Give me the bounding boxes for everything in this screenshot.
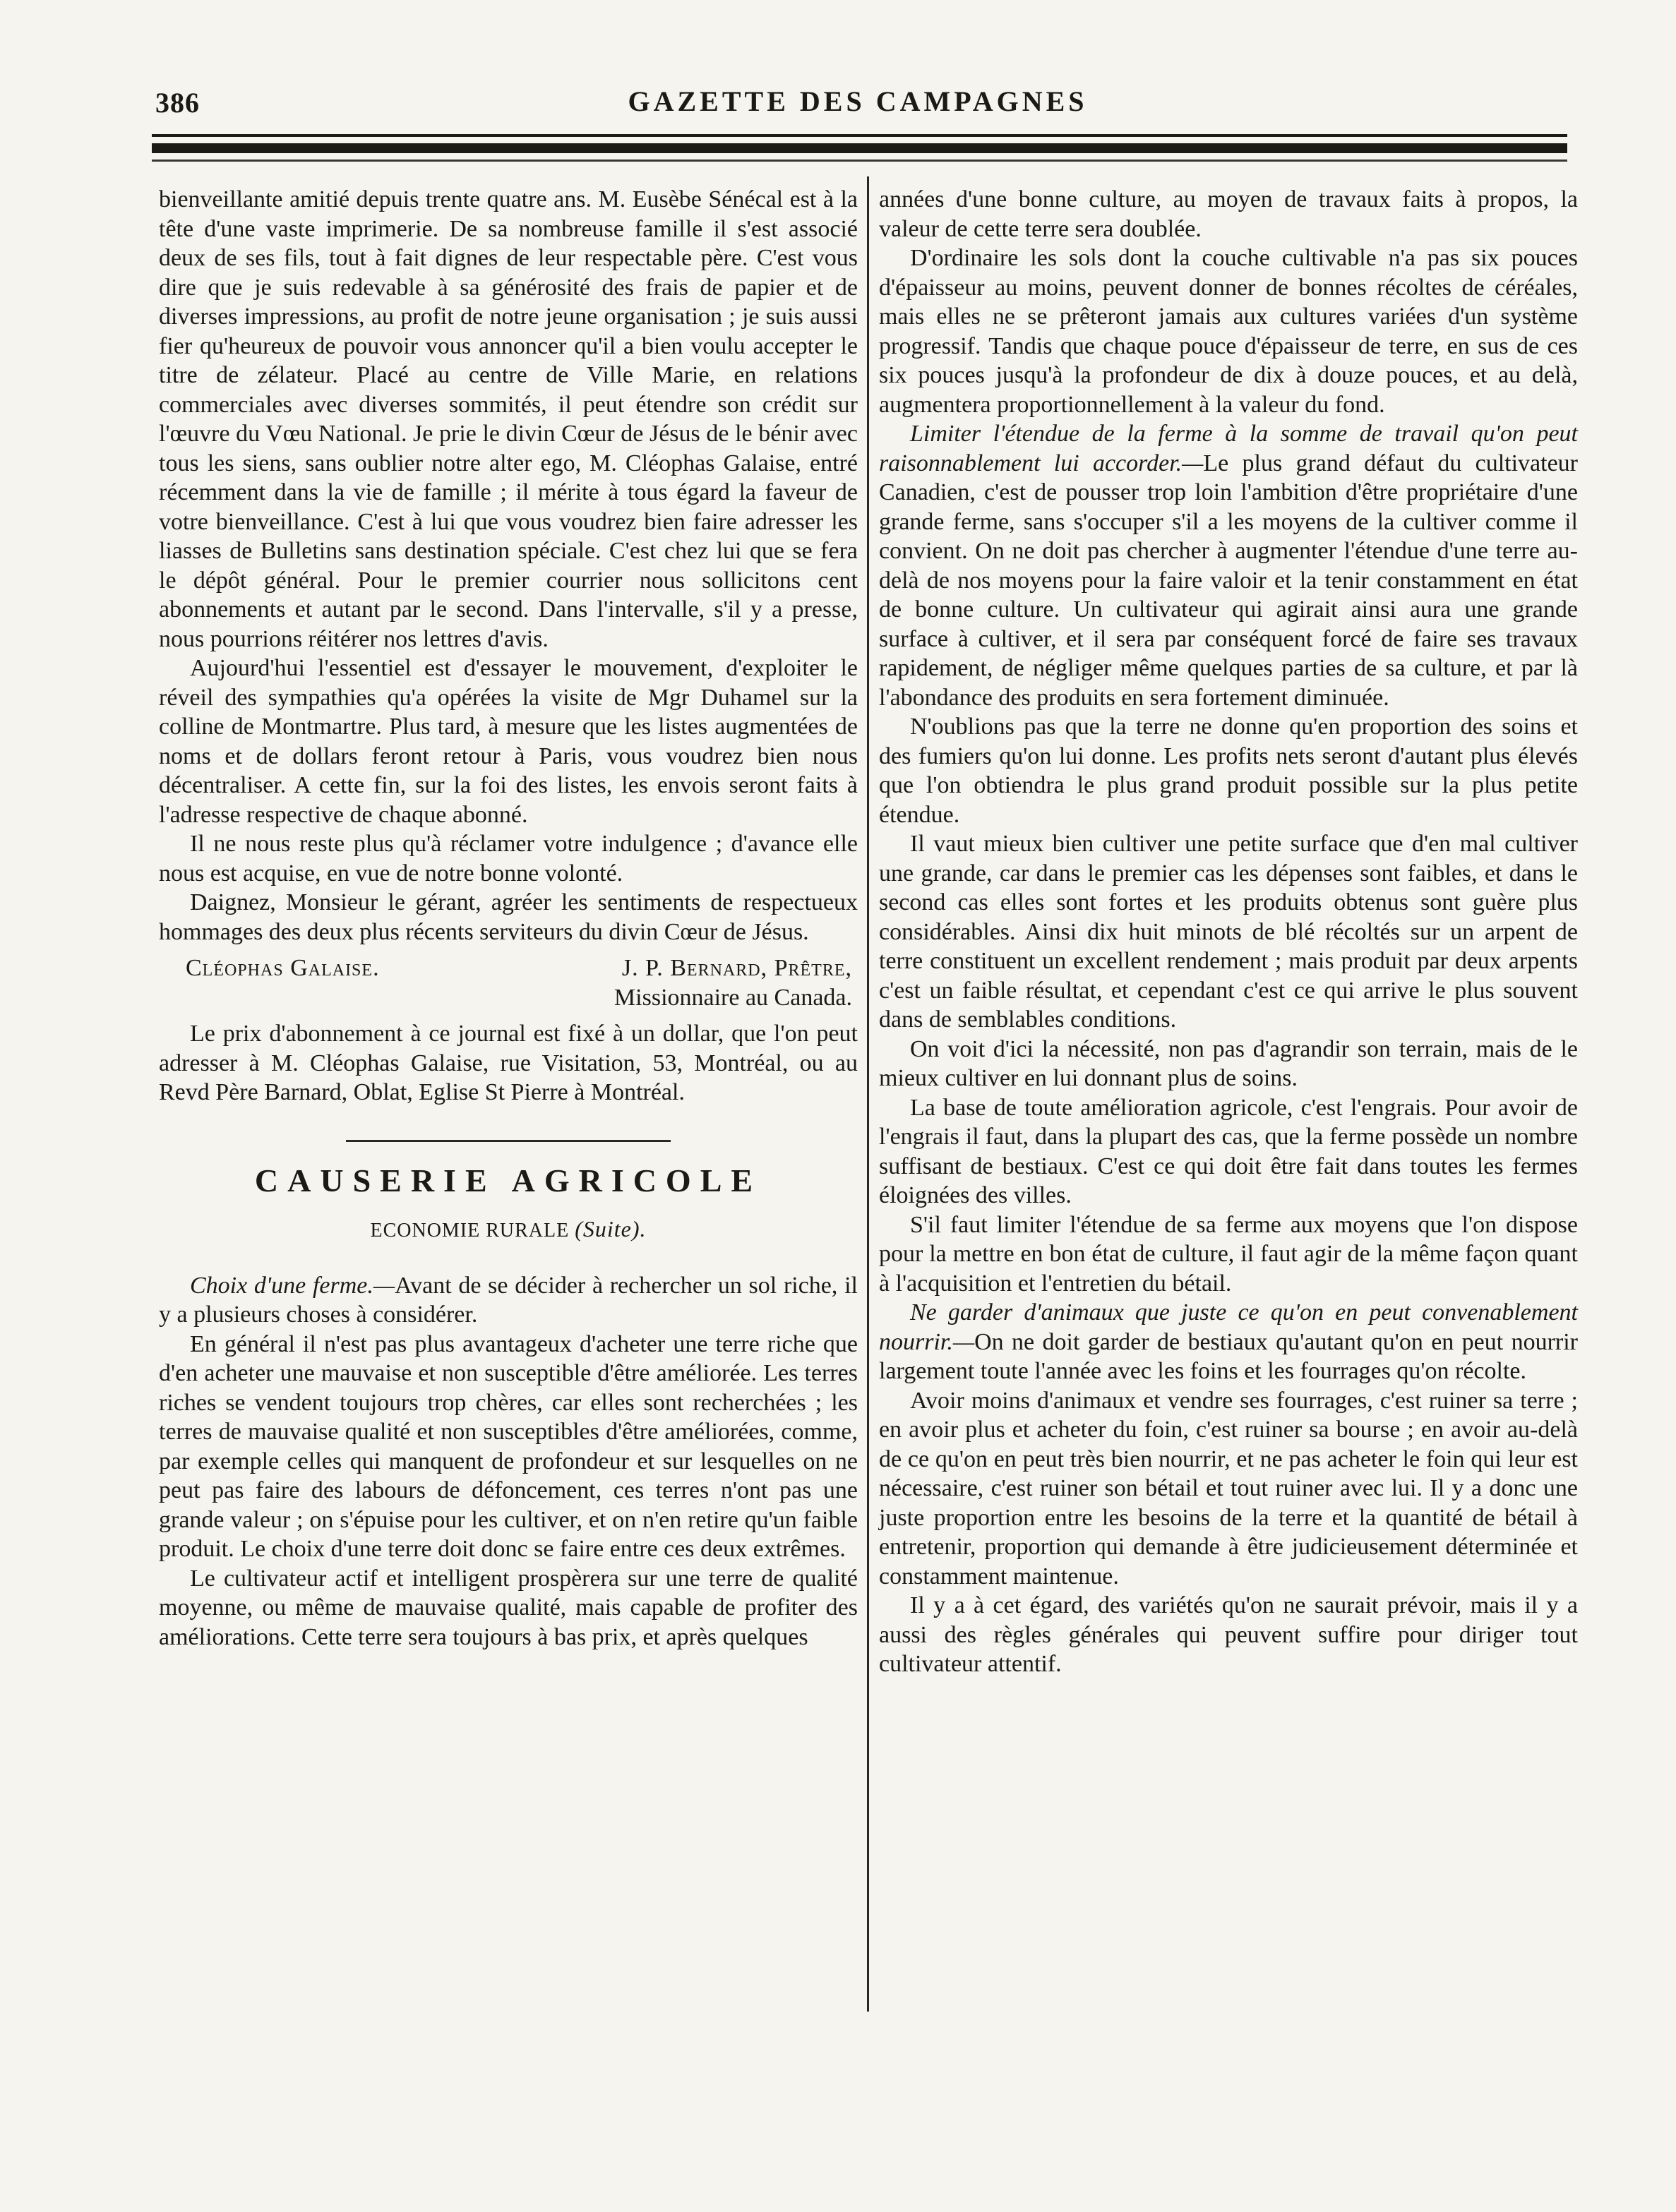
signature-title: Missionnaire au Canada. <box>613 984 852 1011</box>
letter-signatures <box>159 954 858 983</box>
section-separator <box>346 1140 671 1142</box>
article-paragraph-7: N'oublions pas que la terre ne donne qu'en proportion des soins et des fumiers qu'on lui donne. Les profits nets seront d'autant plus élevés que l'on obtiendra le plus grand produit possible sur la plus petite étendue. <box>879 714 1578 828</box>
header-rule-thin <box>152 134 1567 137</box>
article-paragraph-10: La base de toute amélioration agricole, c'est l'engrais. Pour avoir de l'engrais il faut, dans la plupart des cas, que la ferme possède un nombre suffisant de bestiaux. C'est ce qui doit être fait dans toutes les fermes éloignées des villes. <box>879 1094 1578 1208</box>
section-subtitle-suite: (Suite). <box>575 1216 647 1242</box>
signature-galaise: Cléophas Galaise. <box>186 955 380 981</box>
right-column <box>879 185 1578 1679</box>
article-paragraph-13: Avoir moins d'animaux et vendre ses fourrages, c'est ruiner sa terre ; en avoir plus et acheter du foin, c'est ruiner sa bourse ; en avoir au-delà de ce qu'on en peut très bien nourrir, et ne pas acheter le foin qui leur est nécessaire, c'est ruiner son bétail et tout ruiner avec lui. Il y a donc une juste proportion entre les besoins de la terre et la quantité de bétail à entretenir, proportion qui demande à être judicieusement déterminée et constamment maintenue. <box>879 1387 1578 1589</box>
page-header <box>155 78 1560 127</box>
article-text-limiter: Le plus grand défaut du cultivateur Canadien, c'est de pousser trop loin l'ambition d'être propriétaire d'une grande ferme, sans s'occuper s'il a les moyens de la cultiver comme il convient. On ne doit pas chercher à augmenter l'étendue d'une terre au-delà de nos moyens pour la faire valoir et la tenir constamment en état de bonne culture. Un cultivateur qui agirait ainsi aura une grande surface à cultiver, et il sera par conséquent forcé de faire ses travaux rapidement, de négliger même quelques parties de sa culture, et par là l'abondance des produits en sera fortement diminuée. <box>879 450 1579 711</box>
signature-bernard: J. P. Bernard, Prêtre, <box>621 955 852 981</box>
header-rule-bottom <box>152 160 1567 162</box>
article-paragraph-11: S'il faut limiter l'étendue de sa ferme aux moyens que l'on dispose pour la mettre en bon état de culture, il faut agir de la même façon quant à l'acquisition et l'entretien du bétail. <box>879 1211 1578 1297</box>
article-paragraph-8: Il vaut mieux bien cultiver une petite surface que d'en mal cultiver une grande, car dans le premier cas les dépenses sont faibles, et dans le second cas elles sont fortes et les produits obtenus sont guère plus considérables. Ainsi dix huit minots de blé récoltés sur un arpent de terre constituent un excellent rendement ; mais produit par deux arpents c'est un faible résultat, et cependant c'est ce qui arrive le plus souvent dans de semblables conditions. <box>879 831 1578 1033</box>
article-paragraph-4: années d'une bonne culture, au moyen de travaux faits à propos, la valeur de cette terre sera doublée. <box>879 186 1578 242</box>
section-subtitle-text: ECONOMIE RURALE <box>370 1220 570 1242</box>
letter-paragraph-1: bienveillante amitié depuis trente quatre ans. M. Eusèbe Sénécal est à la tête d'une vaste imprimerie. De sa nombreuse famille il s'est associé deux de ses fils, tout à fait dignes de leur respectable père. C'est vous dire que je suis redevable à sa générosité des frais de papier et de diverses impressions, au profit de notre jeune organisation ; je suis aussi fier qu'heureux de pouvoir vous annoncer qu'il a bien voulu accepter le titre de zélateur. Placé au centre de Ville Marie, en relations commerciales avec diverses sommités, il peut étendre son crédit sur l'œuvre du Vœu National. Je prie le divin Cœur de Jésus de le bénir avec tous les siens, sans oublier notre alter ego, M. Cléophas Galaise, entré récemment dans la vie de famille ; il mérite à tous égard la faveur de votre bienveillance. C'est à lui que vous voudrez bien faire adresser les liasses de Bulletins sans destination spéciale. C'est chez lui que se fera le dépôt général. Pour le premier courrier nous sollicitons cent abonnements et autant par le second. Dans l'intervalle, s'il y a presse, nous pourrions réitérer nos lettres d'avis. <box>159 186 858 652</box>
article-paragraph-5: D'ordinaire les sols dont la couche cultivable n'a pas six pouces d'épaisseur au moins, peuvent donner de bonnes récoltes de céréales, mais elles ne se prêteront jamais aux cultures variées d'un système progressif. Tandis que chaque pouce d'épaisseur de terre, en sus de ces six pouces jusqu'à la profondeur de dix à douze pouces, et au delà, augmentera proportionnellement à la valeur du fond. <box>879 245 1578 418</box>
article-text-choix: Avant de se décider à rechercher un sol riche, il y a plusieurs choses à considérer. <box>159 1272 858 1328</box>
article-text-garder: On ne doit garder de bestiaux qu'autant qu'on en peut nourrir largement toute l'année avec les foins et les fourrages qu'on récolte. <box>879 1328 1578 1384</box>
page-number: 386 <box>155 87 200 119</box>
article-heading-garder: Ne garder d'animaux que juste ce qu'on en peut convenablement nourrir.— <box>879 1299 1578 1355</box>
section-subtitle <box>159 1215 858 1246</box>
article-paragraph-14: Il y a à cet égard, des variétés qu'on ne saurait prévoir, mais il y a aussi des règles générales qui peuvent suffire pour diriger tout cultivateur attentif. <box>879 1592 1578 1677</box>
article-paragraph-garder <box>879 1298 1578 1386</box>
article-heading-choix: Choix d'une ferme.— <box>190 1272 395 1299</box>
article-paragraph-2: En général il n'est pas plus avantageux d'acheter une terre riche que d'en acheter une mauvaise et non susceptible d'être améliorée. Les terres riches se vendent toujours trop chères, car elles sont recherchées ; les terres de mauvaise qualité et non susceptibles d'être améliorées, comme, par exemple celles qui manquent de profondeur et sur lesquelles on ne peut pas faire des labours de défoncement, ces terres n'ont pas une grande valeur ; on s'épuise pour les cultiver, et on n'en retire qu'un faible produit. Le choix d'une terre doit donc se faire entre ces deux extrêmes. <box>159 1330 858 1562</box>
letter-paragraph-3: Il ne nous reste plus qu'à réclamer votre indulgence ; d'avance elle nous est acquise, en vue de notre bonne volonté. <box>159 831 858 886</box>
running-title: GAZETTE DES CAMPAGNES <box>628 85 1088 117</box>
article-paragraph-limiter <box>879 419 1578 712</box>
left-column <box>159 185 858 1652</box>
header-rule-thick <box>152 143 1567 153</box>
article-heading-limiter: Limiter l'étendue de la ferme à la somme de travail qu'on peut raisonnablement lui accorder.— <box>879 421 1578 476</box>
subscription-notice: Le prix d'abonnement à ce journal est fixé à un dollar, que l'on peut adresser à M. Cléophas Galaise, rue Visitation, 53, Montréal, ou au Revd Père Barnard, Oblat, Eglise St Pierre à Montréal. <box>159 1021 858 1105</box>
article-paragraph-choix <box>159 1271 858 1330</box>
column-divider <box>867 176 869 2012</box>
section-title: CAUSERIE AGRICOLE <box>254 1162 762 1198</box>
article-paragraph-9: On voit d'ici la nécessité, non pas d'agrandir son terrain, mais de le mieux cultiver en lui donnant plus de soins. <box>879 1035 1578 1091</box>
letter-paragraph-4: Daignez, Monsieur le gérant, agréer les sentiments de respectueux hommages des deux plus récents serviteurs du divin Cœur de Jésus. <box>159 889 858 945</box>
article-paragraph-3: Le cultivateur actif et intelligent prospèrera sur une terre de qualité moyenne, ou même de mauvaise qualité, mais capable de profiter des améliorations. Cette terre sera toujours à bas prix, et après quelques <box>159 1565 858 1650</box>
letter-paragraph-2: Aujourd'hui l'essentiel est d'essayer le mouvement, d'exploiter le réveil des sympathies qu'a opérées la visite de Mgr Duhamel sur la colline de Montmartre. Plus tard, à mesure que les listes augmentées de noms et de dollars feront retour à Paris, vous voudrez bien nous décentraliser. A cette fin, sur la foi des listes, les envois seront faits à l'adresse respective de chaque abonné. <box>159 655 858 828</box>
